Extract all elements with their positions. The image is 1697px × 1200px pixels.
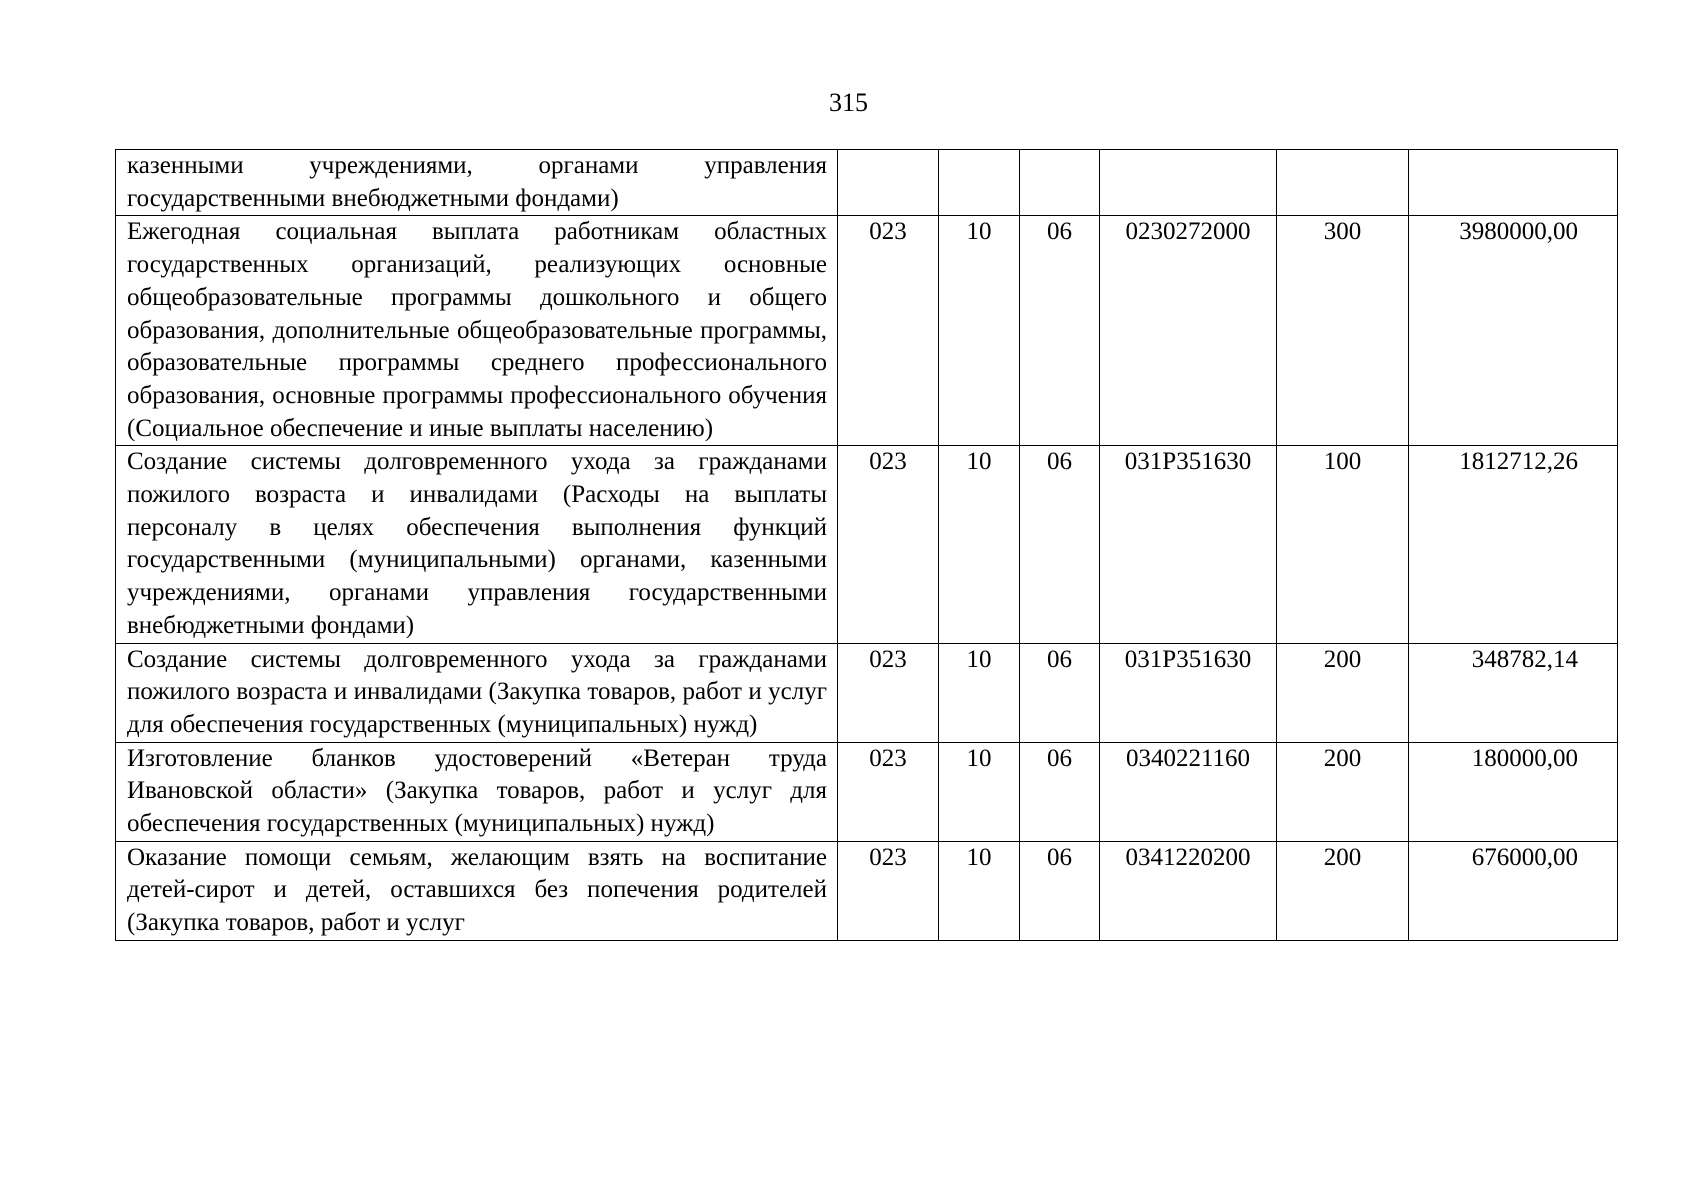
amount-cell: 180000,00 bbox=[1409, 742, 1618, 841]
row-description: казенными учреждениями, органами управления государственными внебюджетными фондами) bbox=[116, 150, 838, 216]
target-code-cell: 031P351630 bbox=[1100, 643, 1277, 742]
page-number: 315 bbox=[829, 88, 868, 117]
section-code-cell: 10 bbox=[939, 841, 1020, 940]
ministry-code-cell bbox=[838, 150, 939, 216]
ministry-code-cell: 023 bbox=[838, 742, 939, 841]
target-code-cell: 0341220200 bbox=[1100, 841, 1277, 940]
amount-cell bbox=[1409, 150, 1618, 216]
budget-table bbox=[115, 149, 1618, 941]
target-code-cell bbox=[1100, 150, 1277, 216]
subsection-code-cell: 06 bbox=[1020, 216, 1100, 446]
table-row bbox=[116, 150, 1618, 216]
ministry-code-cell: 023 bbox=[838, 446, 939, 643]
ministry-code-cell: 023 bbox=[838, 216, 939, 446]
expense-type-cell bbox=[1277, 150, 1409, 216]
subsection-code-cell: 06 bbox=[1020, 446, 1100, 643]
section-code-cell: 10 bbox=[939, 643, 1020, 742]
subsection-code-cell bbox=[1020, 150, 1100, 216]
subsection-code-cell: 06 bbox=[1020, 841, 1100, 940]
row-description: Создание системы долговременного ухода за гражданами пожилого возраста и инвалидами (Закупка товаров, работ и услуг для обеспечения государственных (муниципальных) нужд) bbox=[116, 643, 838, 742]
target-code-cell: 0340221160 bbox=[1100, 742, 1277, 841]
row-description: Оказание помощи семьям, желающим взять на воспитание детей-сирот и детей, оставшихся без попечения родителей (Закупка товаров, работ и услуг bbox=[116, 841, 838, 940]
target-code-cell: 031P351630 bbox=[1100, 446, 1277, 643]
table-row bbox=[116, 643, 1618, 742]
table-row bbox=[116, 216, 1618, 446]
amount-cell: 3980000,00 bbox=[1409, 216, 1618, 446]
section-code-cell: 10 bbox=[939, 742, 1020, 841]
expense-type-cell: 200 bbox=[1277, 742, 1409, 841]
section-code-cell: 10 bbox=[939, 216, 1020, 446]
expense-type-cell: 300 bbox=[1277, 216, 1409, 446]
section-code-cell: 10 bbox=[939, 446, 1020, 643]
table-row bbox=[116, 841, 1618, 940]
subsection-code-cell: 06 bbox=[1020, 643, 1100, 742]
target-code-cell: 0230272000 bbox=[1100, 216, 1277, 446]
row-description: Изготовление бланков удостоверений «Ветеран труда Ивановской области» (Закупка товаров, работ и услуг для обеспечения государственных (муниципальных) нужд) bbox=[116, 742, 838, 841]
amount-cell: 1812712,26 bbox=[1409, 446, 1618, 643]
table-row bbox=[116, 742, 1618, 841]
expense-type-cell: 200 bbox=[1277, 841, 1409, 940]
row-description: Ежегодная социальная выплата работникам областных государственных организаций, реализующих основные общеобразовательные программы дошкольного и общего образования, дополнительные общеобразовательные программы, образовательные программы среднего профессионального образования, основные программы профессионального обучения (Социальное обеспечение и иные выплаты населению) bbox=[116, 216, 838, 446]
expense-type-cell: 200 bbox=[1277, 643, 1409, 742]
section-code-cell bbox=[939, 150, 1020, 216]
ministry-code-cell: 023 bbox=[838, 643, 939, 742]
expense-type-cell: 100 bbox=[1277, 446, 1409, 643]
amount-cell: 676000,00 bbox=[1409, 841, 1618, 940]
table-row bbox=[116, 446, 1618, 643]
row-description: Создание системы долговременного ухода за гражданами пожилого возраста и инвалидами (Расходы на выплаты персоналу в целях обеспечения выполнения функций государственными (муниципальными) органами, казенными учреждениями, органами управления государственными внебюджетными фондами) bbox=[116, 446, 838, 643]
subsection-code-cell: 06 bbox=[1020, 742, 1100, 841]
amount-cell: 348782,14 bbox=[1409, 643, 1618, 742]
ministry-code-cell: 023 bbox=[838, 841, 939, 940]
